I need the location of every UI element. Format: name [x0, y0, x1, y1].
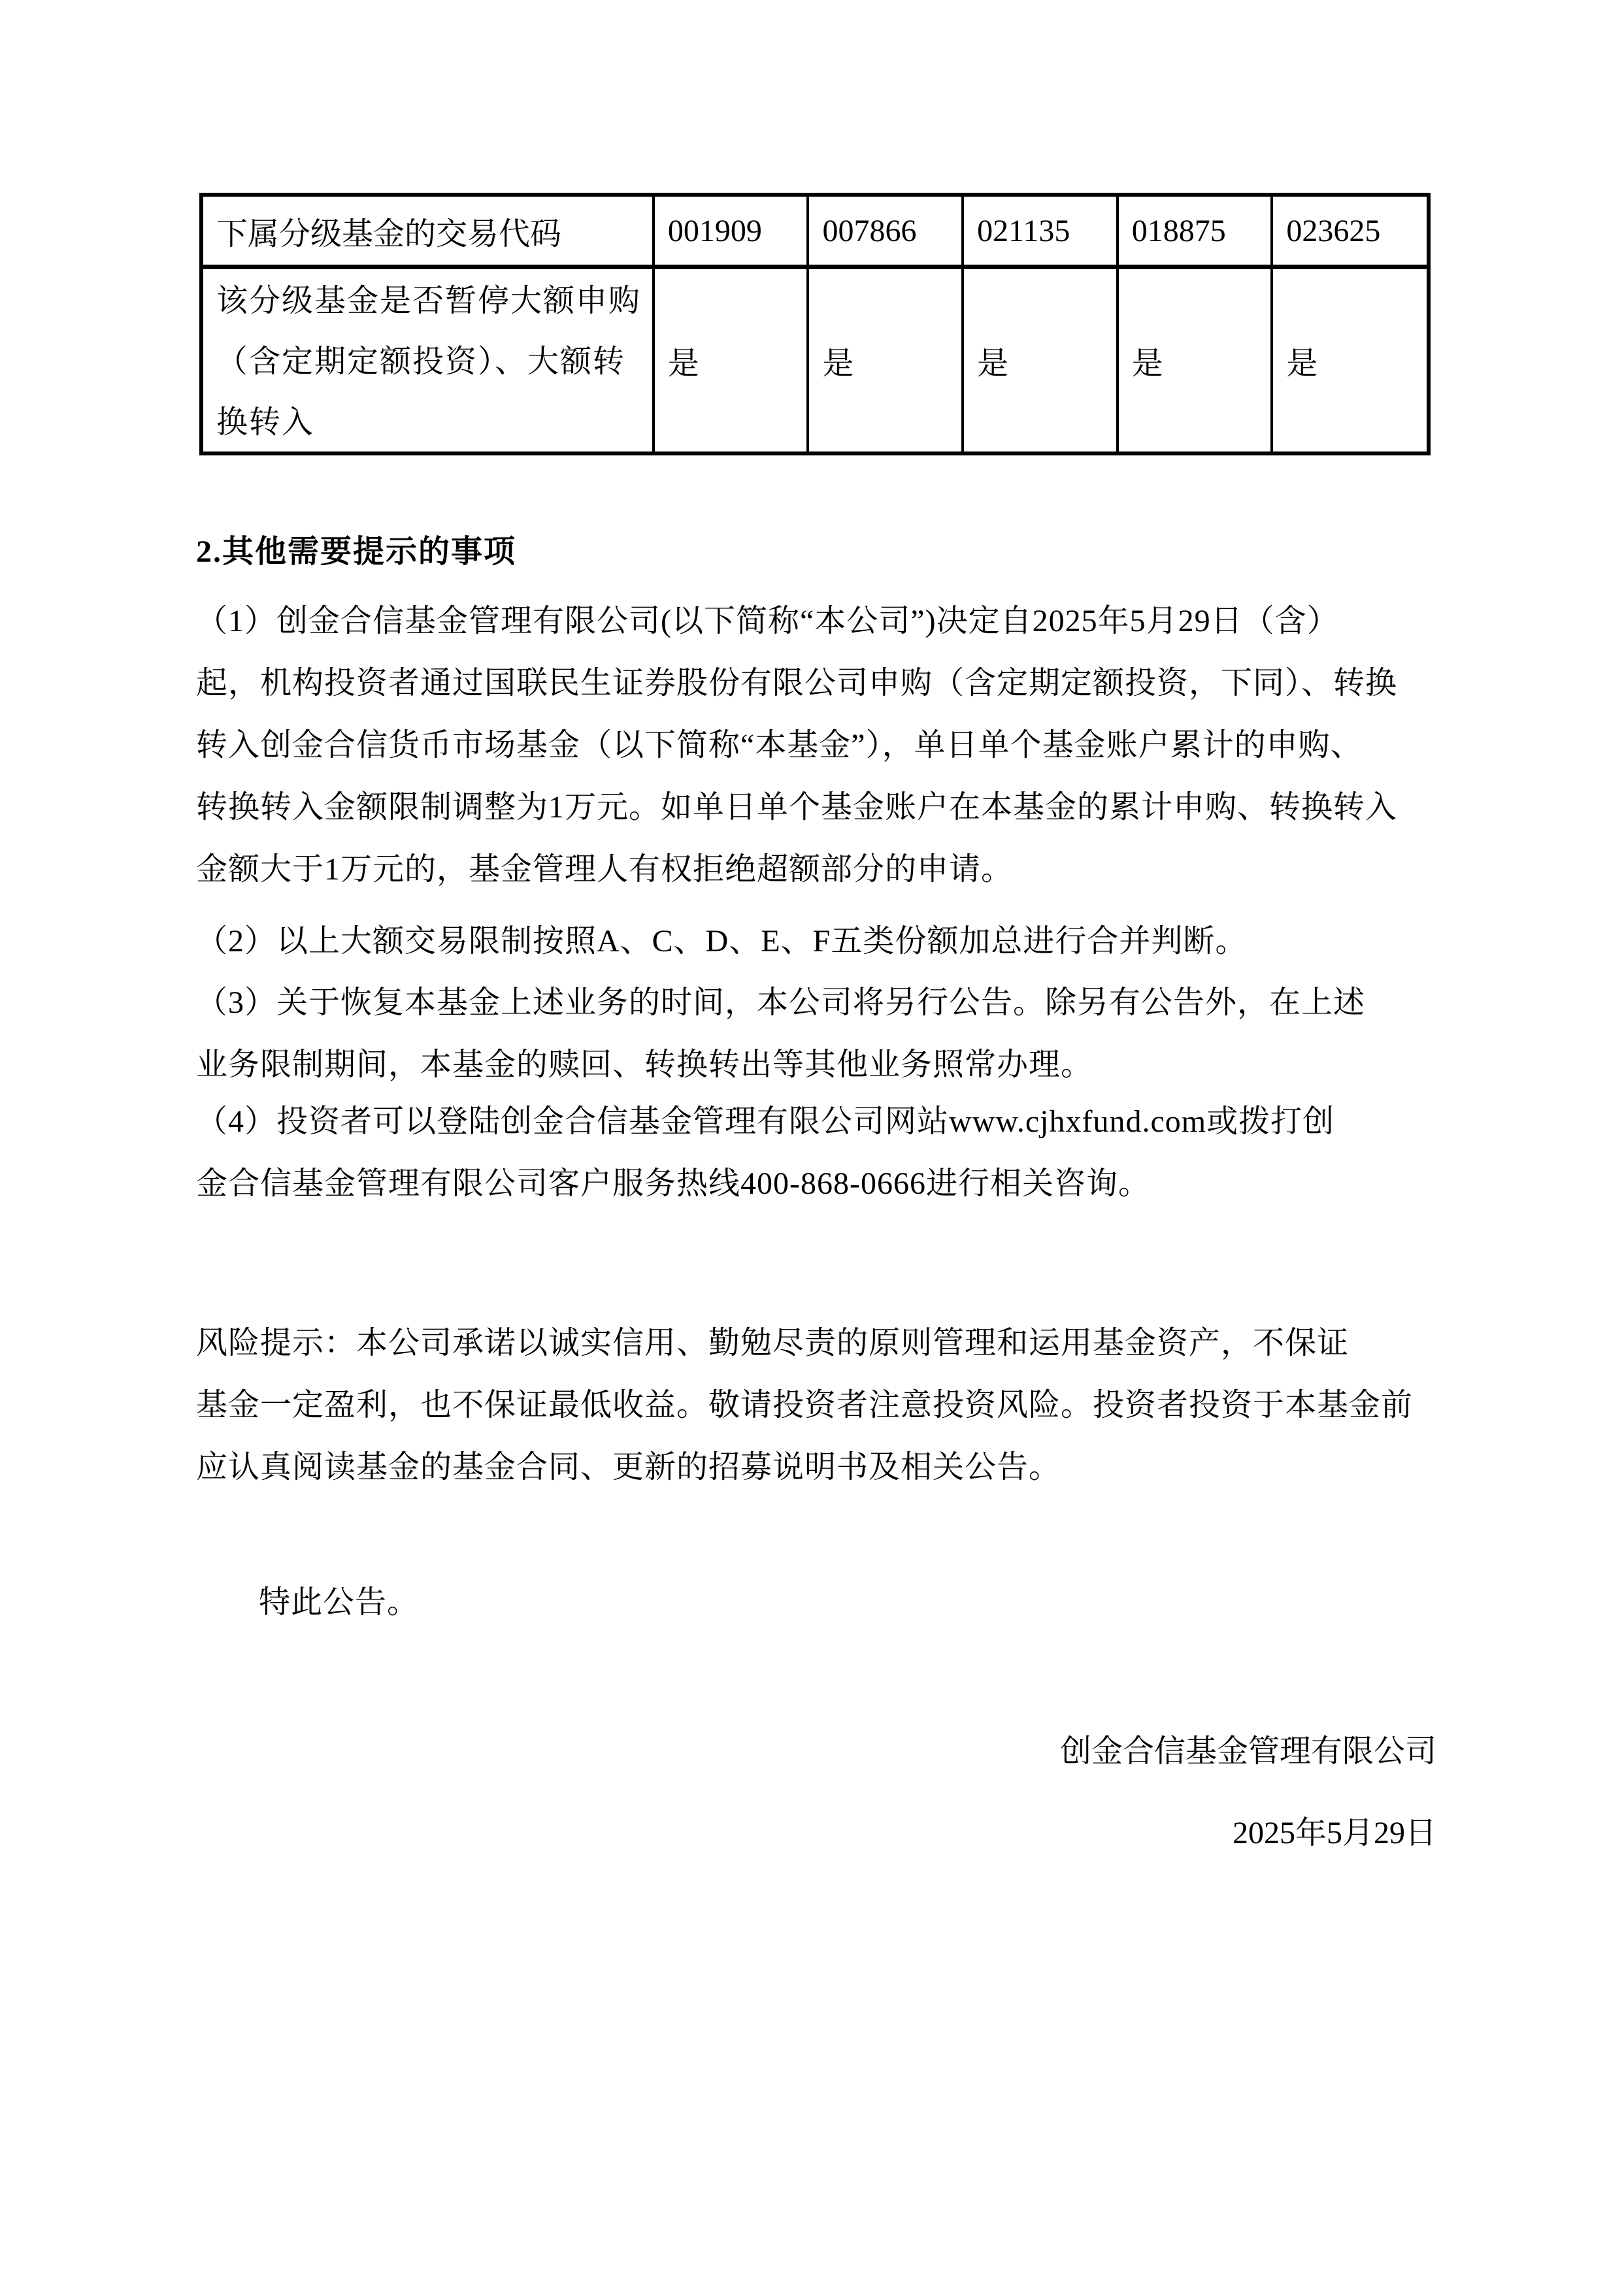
table-header-label: 下属分级基金的交易代码 [216, 216, 562, 252]
fund-codes-table [199, 193, 1431, 455]
fund-code-cell: 023625 [1270, 197, 1427, 265]
suspend-value-cell: 是 [806, 269, 961, 451]
fund-code-cell: 018875 [1116, 197, 1271, 265]
suspend-question-label [203, 269, 652, 451]
table-suspend-row [203, 269, 1427, 451]
paragraph-1-line: 转换转入金额限制调整为1万元。如单日单个基金账户在本基金的累计申购、转换转入 [196, 790, 1398, 825]
risk-notice-line: 基金一定盈利，也不保证最低收益。敬请投资者注意投资风险。投资者投资于本基金前 [196, 1388, 1414, 1422]
paragraph-4-line: 金合信基金管理有限公司客户服务热线400-868-0666进行相关咨询。 [196, 1166, 1150, 1201]
paragraph-1-line: （1）创金合信基金管理有限公司(以下简称“本公司”)决定自2025年5月29日（含） [196, 604, 1339, 638]
closing-statement: 特此公告。 [259, 1585, 420, 1620]
paragraph-1-line: 转入创金合信货币市场基金（以下简称“本基金”），单日单个基金账户累计的申购、 [196, 728, 1363, 763]
signature-date: 2025年5月29日 [1232, 1816, 1436, 1850]
paragraph-2-line: （2）以上大额交易限制按照A、C、D、E、F五类份额加总进行合并判断。 [196, 924, 1248, 959]
paragraph-1-line: 金额大于1万元的，基金管理人有权拒绝超额部分的申请。 [196, 852, 1014, 887]
risk-notice-line: 风险提示：本公司承诺以诚实信用、勤勉尽责的原则管理和运用基金资产，不保证 [196, 1326, 1350, 1360]
paragraph-3-line: 业务限制期间，本基金的赎回、转换转出等其他业务照常办理。 [196, 1047, 1093, 1082]
risk-notice-line: 应认真阅读基金的基金合同、更新的招募说明书及相关公告。 [196, 1450, 1061, 1484]
fund-code-cell: 001909 [652, 197, 807, 265]
suspend-label-line: 换转入 [216, 405, 315, 440]
paragraph-1-line: 起，机构投资者通过国联民生证券股份有限公司申购（含定期定额投资，下同）、转换 [196, 666, 1398, 700]
table-header-row [203, 197, 1427, 269]
fund-code-cell: 007866 [806, 197, 961, 265]
signature-company: 创金合信基金管理有限公司 [1059, 1734, 1436, 1769]
suspend-label-line: 该分级基金是否暂停大额申购 [216, 284, 642, 318]
paragraph-4-line: （4）投资者可以登陆创金合信基金管理有限公司网站www.cjhxfund.com或拨打创 [196, 1104, 1335, 1139]
suspend-value-cell: 是 [1116, 269, 1271, 451]
suspend-value-cell: 是 [961, 269, 1116, 451]
section-heading: 2.其他需要提示的事项 [196, 534, 517, 569]
fund-code-cell: 021135 [961, 197, 1116, 265]
suspend-value-cell: 是 [652, 269, 807, 451]
suspend-value-cell: 是 [1270, 269, 1427, 451]
paragraph-3-line: （3）关于恢复本基金上述业务的时间，本公司将另行公告。除另有公告外，在上述 [196, 985, 1366, 1020]
suspend-label-line: （含定期定额投资）、大额转 [216, 344, 626, 379]
